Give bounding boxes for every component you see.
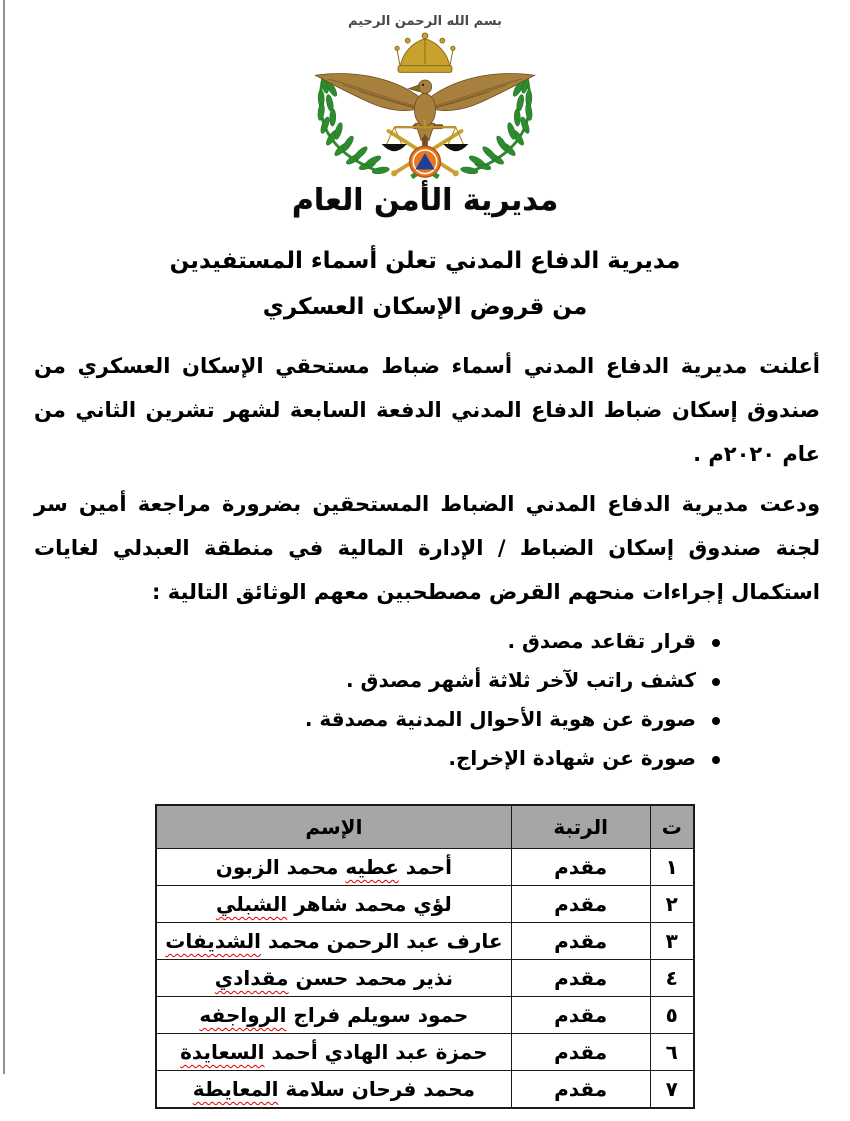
list-item (0, 739, 720, 778)
cell-rank: مقدم (511, 997, 650, 1034)
name-text: أحمد (398, 855, 453, 879)
body-text (34, 344, 820, 614)
cell-rank: مقدم (511, 960, 650, 997)
page-title (0, 238, 850, 330)
public-security-emblem (299, 31, 551, 181)
name-text: حمزة عبد الهادي أحمد (264, 1040, 488, 1064)
bullet-icon (712, 639, 720, 647)
table-row (156, 1071, 694, 1109)
paragraph-announcement: أعلنت مديرية الدفاع المدني أسماء ضباط مستحقي الإسكان العسكري من صندوق إسكان ضباط الدفاع المدني الدفعة السابعة لشهر تشرين الثاني من عام ٢٠٢٠م . (34, 354, 820, 466)
table-row (156, 849, 694, 886)
civil-defense-icon (410, 146, 441, 177)
cell-name (156, 1071, 511, 1109)
beneficiaries-table (155, 804, 695, 1109)
table-row (156, 923, 694, 960)
list-item (0, 622, 720, 661)
eagle-icon (315, 74, 534, 141)
header-name: الإسم (156, 805, 511, 849)
list-item (0, 700, 720, 739)
header-number: ت (650, 805, 694, 849)
bullet-icon (712, 756, 720, 764)
table-row (156, 1034, 694, 1071)
name-text: عارف عبد الرحمن محمد (261, 929, 503, 953)
cell-rank: مقدم (511, 886, 650, 923)
cell-rank: مقدم (511, 1071, 650, 1109)
cell-number: ٧ (650, 1071, 694, 1109)
cell-number: ١ (650, 849, 694, 886)
name-text: محمد فرحان سلامة (278, 1077, 476, 1101)
name-text: لؤي محمد شاهر (287, 892, 452, 916)
page-title-line2: من قروض الإسكان العسكري (262, 294, 588, 320)
page-edge-line (3, 0, 5, 1074)
cell-number: ٢ (650, 886, 694, 923)
page-title-line1: مديرية الدفاع المدني تعلن أسماء المستفيدين (169, 248, 681, 274)
cell-name (156, 849, 511, 886)
table-row (156, 886, 694, 923)
cell-number: ٦ (650, 1034, 694, 1071)
name-text-misspelled: مقدادي (214, 966, 289, 990)
list-item-text: قرار تقاعد مصدق . (507, 629, 696, 653)
name-text-misspelled: الشديفات (165, 929, 261, 953)
cell-name (156, 886, 511, 923)
cell-number: ٣ (650, 923, 694, 960)
table-row (156, 997, 694, 1034)
emblem-caption: مديرية الأمن العام (291, 183, 559, 218)
bullet-icon (712, 717, 720, 725)
name-text-misspelled: المعايطة (192, 1077, 279, 1101)
name-text: محمد الزبون (215, 855, 346, 879)
cell-name (156, 923, 511, 960)
cell-name (156, 997, 511, 1034)
list-item (0, 661, 720, 700)
cell-name (156, 1034, 511, 1071)
cell-rank: مقدم (511, 1034, 650, 1071)
list-item-text: صورة عن هوية الأحوال المدنية مصدقة . (304, 707, 696, 731)
name-text-misspelled: عطيه (345, 855, 399, 879)
name-text-misspelled: السعايدة (180, 1040, 265, 1064)
bullet-icon (712, 678, 720, 686)
name-text: حمود سويلم فراج (286, 1003, 469, 1027)
cell-number: ٤ (650, 960, 694, 997)
crown-icon (395, 33, 455, 72)
bismillah-text: بسم الله الرحمن الرحيم (348, 14, 502, 29)
header-rank: الرتبة (511, 805, 650, 849)
cell-name (156, 960, 511, 997)
cell-rank: مقدم (511, 849, 650, 886)
name-text: نذير محمد حسن (288, 966, 453, 990)
paragraph-instructions: ودعت مديرية الدفاع المدني الضباط المستحقين بضرورة مراجعة أمين سر لجنة صندوق إسكان الضباط / الإدارة المالية في منطقة العبدلي لغايات استكمال إجراءات منحهم القرض مصطحبين معهم الوثائق التالية : (34, 492, 820, 604)
requirements-list (0, 622, 720, 778)
letterhead (0, 0, 850, 218)
table-header-row (156, 805, 694, 849)
cell-number: ٥ (650, 997, 694, 1034)
cell-rank: مقدم (511, 923, 650, 960)
name-text-misspelled: الشبلي (215, 892, 288, 916)
table-row (156, 960, 694, 997)
list-item-text: صورة عن شهادة الإخراج. (448, 746, 696, 770)
name-text-misspelled: الرواجفه (199, 1003, 287, 1027)
list-item-text: كشف راتب لآخر ثلاثة أشهر مصدق . (346, 668, 696, 692)
